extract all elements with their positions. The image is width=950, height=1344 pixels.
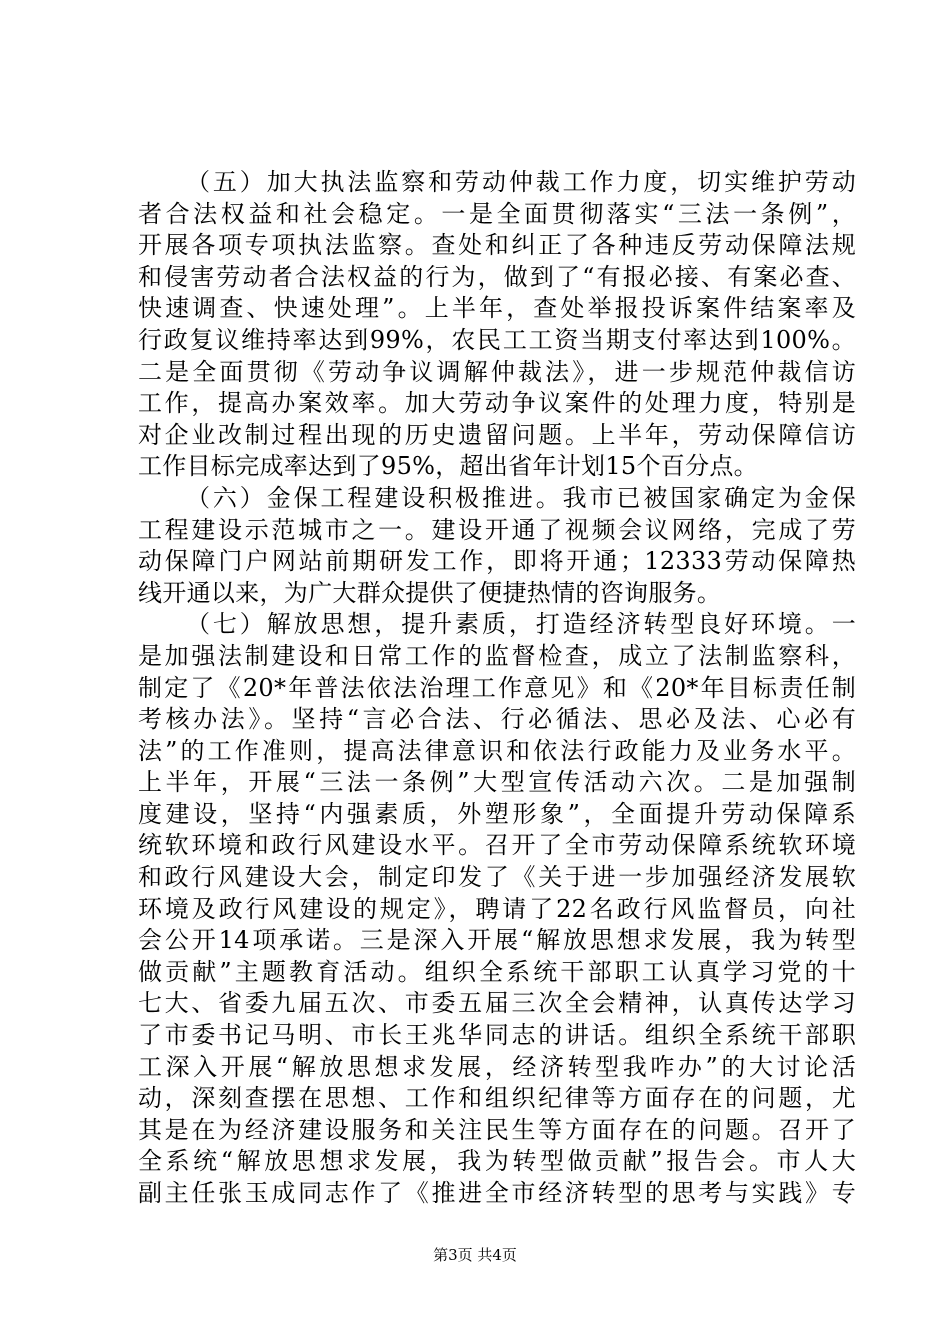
text-line: 环境及政行风建设的规定》，聘请了22名政行风监督员，向社 [138, 894, 856, 923]
text-line: 其是在为经济建设服务和关注民生等方面存在的问题。召开了 [138, 1115, 856, 1144]
text-line: 对企业改制过程出现的历史遗留问题。上半年，劳动保障信访 [138, 420, 856, 449]
text-line: （七）解放思想，提升素质，打造经济转型良好环境。一 [186, 610, 856, 639]
text-line: 副主任张玉成同志作了《推进全市经济转型的思考与实践》专 [138, 1179, 856, 1207]
text-line: 工作目标完成率达到了95%，超出省年计划15个百分点。 [138, 452, 758, 481]
body-text [138, 167, 856, 1210]
text-line: 工作，提高办案效率。加大劳动争议案件的处理力度，特别是 [138, 389, 856, 418]
text-line: 者合法权益和社会稳定。一是全面贯彻落实“三法一条例”， [138, 199, 856, 228]
text-line: 快速调查、快速处理”。上半年，查处举报投诉案件结案率及 [138, 294, 856, 323]
text-line: 度建设，坚持“内强素质，外塑形象”，全面提升劳动保障系 [138, 799, 856, 828]
text-line: 行政复议维持率达到99%，农民工工资当期支付率达到100%。 [138, 325, 856, 354]
text-line: 做贡献”主题教育活动。组织全系统干部职工认真学习党的十 [138, 957, 856, 986]
text-line: （五）加大执法监察和劳动仲裁工作力度，切实维护劳动 [186, 168, 856, 196]
page-number-footer: 第3页 共4页 [433, 1246, 517, 1264]
text-line: 和政行风建设大会，制定印发了《关于进一步加强经济发展软 [138, 863, 856, 892]
text-line: 动，深刻查摆在思想、工作和组织纪律等方面存在的问题，尤 [138, 1084, 856, 1113]
text-line: 法”的工作准则，提高法律意识和依法行政能力及业务水平。 [138, 736, 856, 765]
text-line: 制定了《20*年普法依法治理工作意见》和《20*年目标责任制 [138, 673, 856, 702]
text-line: 了市委书记马明、市长王兆华同志的讲话。组织全系统干部职 [138, 1021, 856, 1050]
text-line: 是加强法制建设和日常工作的监督检查，成立了法制监察科， [138, 641, 856, 670]
text-line: 工深入开展“解放思想求发展，经济转型我咋办”的大讨论活 [138, 1052, 856, 1081]
text-line: 工程建设示范城市之一。建设开通了视频会议网络，完成了劳 [138, 515, 856, 544]
text-line: 线开通以来，为广大群众提供了便捷热情的咨询服务。 [138, 578, 722, 607]
text-line: （六）金保工程建设积极推进。我市已被国家确定为金保 [186, 483, 856, 512]
text-line: 和侵害劳动者合法权益的行为，做到了“有报必接、有案必查、 [138, 262, 856, 291]
text-line: 上半年，开展“三法一条例”大型宣传活动六次。二是加强制 [138, 768, 856, 797]
text-line: 开展各项专项执法监察。查处和纠正了各种违反劳动保障法规 [138, 231, 856, 260]
text-line: 全系统“解放思想求发展，我为转型做贡献”报告会。市人大 [138, 1147, 856, 1176]
text-line: 七大、省委九届五次、市委五届三次全会精神，认真传达学习 [138, 989, 856, 1018]
text-line: 统软环境和政行风建设水平。召开了全市劳动保障系统软环境 [138, 831, 856, 860]
text-line: 考核办法》。坚持“言必合法、行必循法、思必及法、心必有 [138, 705, 856, 734]
text-line: 二是全面贯彻《劳动争议调解仲裁法》，进一步规范仲裁信访 [138, 357, 856, 386]
text-line: 动保障门户网站前期研发工作，即将开通；12333劳动保障热 [138, 547, 856, 576]
text-line: 会公开14项承诺。三是深入开展“解放思想求发展，我为转型 [138, 926, 856, 955]
